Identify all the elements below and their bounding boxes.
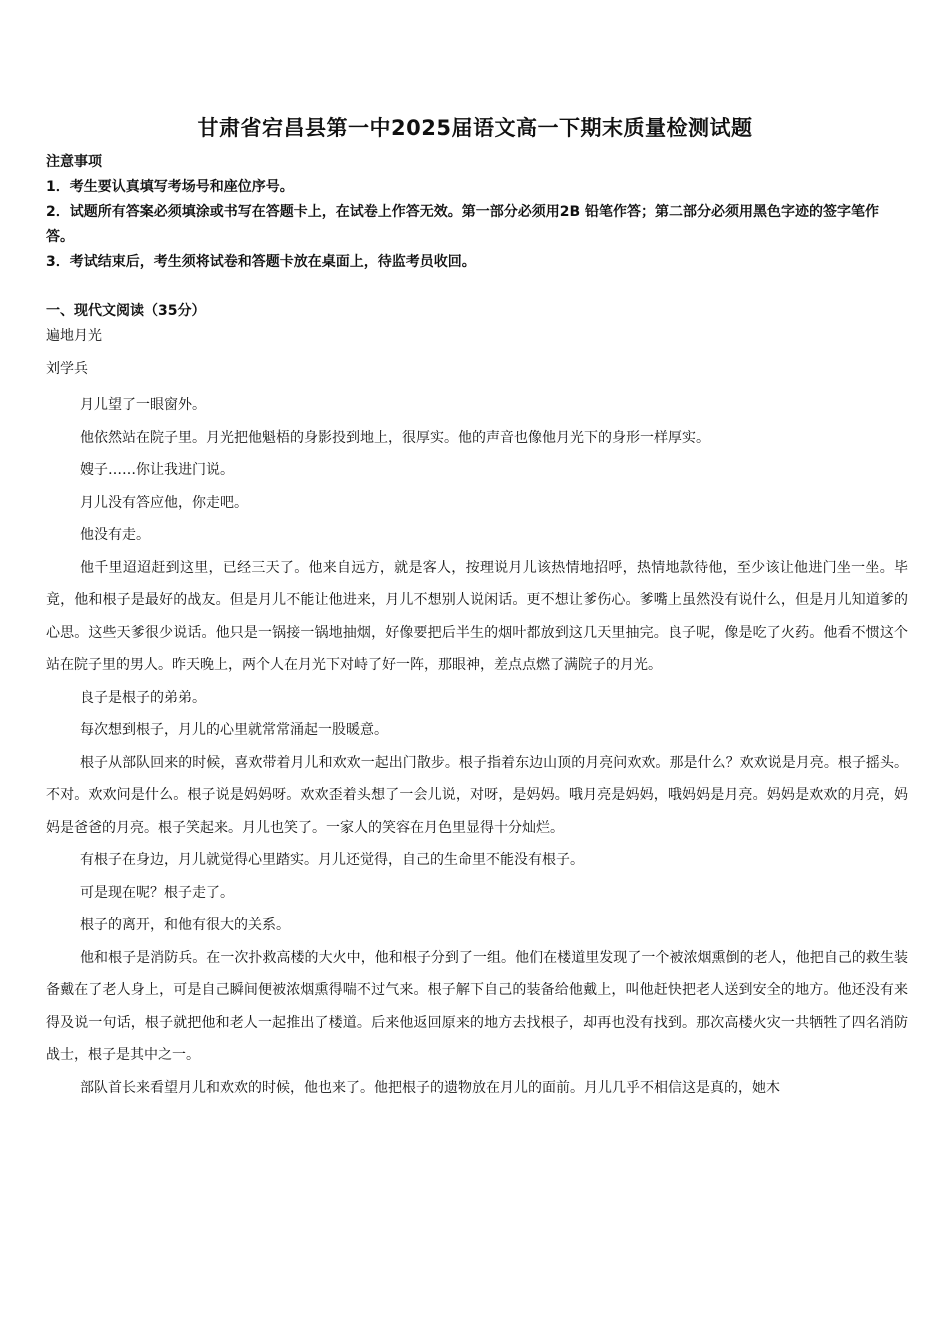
- paragraph: 每次想到根子，月儿的心里就常常涌起一股暖意。: [80, 722, 388, 738]
- paragraph: 根子从部队回来的时候，喜欢带着月儿和欢欢一起出门散步。根子指着东边山顶的月亮问欢欢。那是什么？欢欢说是月亮。根子摇头。不对。欢欢问是什么。根子说是妈妈呀。欢欢歪着头想了一会儿说，对呀，是妈妈。哦月亮是妈妈，哦妈妈是月亮。妈妈是欢欢的月亮，妈妈是爸爸的月亮。根子笑起来。月儿也笑了。一家人的笑容在月色里显得十分灿烂。: [46, 754, 908, 836]
- notice-item: 1．考生要认真填写考场号和座位序号。: [46, 179, 294, 195]
- story-author: 刘学兵: [46, 361, 88, 377]
- paragraph: 有根子在身边，月儿就觉得心里踏实。月儿还觉得，自己的生命里不能没有根子。: [80, 852, 584, 868]
- notice-item: 3．考试结束后，考生须将试卷和答题卡放在桌面上，待监考员收回。: [46, 254, 476, 270]
- story-title: 遍地月光: [46, 328, 102, 344]
- paragraph: 他没有走。: [80, 527, 150, 543]
- paragraph: 可是现在呢？根子走了。: [80, 884, 234, 901]
- paragraph: 月儿没有答应他，你走吧。: [80, 494, 248, 511]
- notice-heading: 注意事项: [46, 154, 102, 170]
- story-body: [46, 389, 908, 1104]
- paragraph: 他依然站在院子里。月光把他魁梧的身影投到地上，很厚实。他的声音也像他月光下的身形一样厚实。: [80, 429, 710, 446]
- notice-item: 2．试题所有答案必须填涂或书写在答题卡上，在试卷上作答无效。第一部分必须用2B 铅笔作答；第二部分必须用黑色字迹的签字笔作答。: [46, 204, 880, 245]
- paragraph: 良子是根子的弟弟。: [80, 689, 206, 706]
- paragraph: 他和根子是消防兵。在一次扑救高楼的大火中，他和根子分到了一组。他们在楼道里发现了一个被浓烟熏倒的老人，他把自己的救生装备戴在了老人身上，可是自己瞬间便被浓烟熏得喘不过气来。根子解下自己的装备给他戴上，叫他赶快把老人送到安全的地方。他还没有来得及说一句话，根子就把他和老人一起推出了楼道。后来他返回原来的地方去找根子，却再也没有找到。那次高楼火灾一共牺牲了四名消防战士，根子是其中之一。: [46, 949, 908, 1063]
- section-heading: 一、现代文阅读（35分）: [46, 303, 206, 319]
- paragraph: 他千里迢迢赶到这里，已经三天了。他来自远方，就是客人，按理说月儿该热情地招呼，热情地款待他，至少该让他进门坐一坐。毕竟，他和根子是最好的战友。但是月儿不能让他进来，月儿不想别人说闲话。更不想让爹伤心。爹嘴上虽然没有说什么，但是月儿知道爹的心思。这些天爹很少说话。他只是一锅接一锅地抽烟，好像要把后半生的烟叶都放到这几天里抽完。良子呢，像是吃了火药。他看不惯这个站在院子里的男人。昨天晚上，两个人在月光下对峙了好一阵，那眼神，差点点燃了满院子的月光。: [46, 559, 908, 673]
- paragraph: 嫂子……你让我进门说。: [80, 462, 234, 478]
- paragraph: 根子的离开，和他有很大的关系。: [80, 917, 290, 933]
- paragraph: 月儿望了一眼窗外。: [80, 397, 206, 413]
- exam-title: 甘肃省宕昌县第一中2025届语文高一下期末质量检测试题: [197, 116, 753, 140]
- paragraph: 部队首长来看望月儿和欢欢的时候，他也来了。他把根子的遗物放在月儿的面前。月儿几乎不相信这是真的，她木: [80, 1079, 780, 1096]
- notice-block: [46, 150, 906, 275]
